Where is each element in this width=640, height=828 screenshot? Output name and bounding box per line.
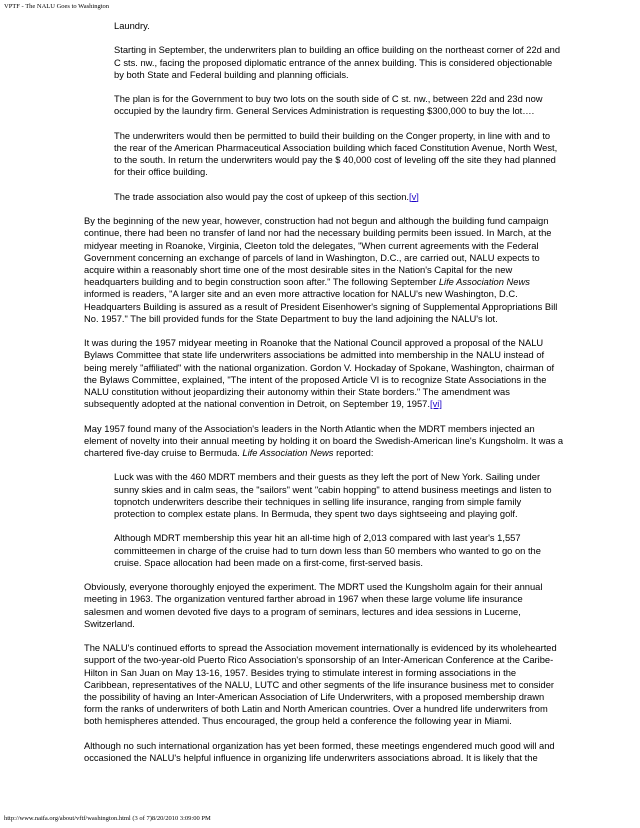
body-paragraph [84,423,564,460]
article-body [84,20,564,776]
paragraph-text: reported: [333,448,374,458]
paragraph-text: It was during the 1957 midyear meeting in Roanoke that the National Council approved a proposal of the NALU Bylaws Committee that state life underwriters associations be admitted into membership in the NALU instead of being merely "affiliated" with the national organization. Gordon V. Hockaday of Spokane, Washington, chairman of the Bylaws Committee, explained, "The intent of the proposed Article VI is to recognize State Associations in the NALU constitution without jeopardizing their autonomy within their State borders." The amendment was subsequently adopted at the national convention in Detroit, on September 19, 1957. [84,338,555,410]
footnote-link-v[interactable]: [v] [409,191,419,202]
paragraph-text: informed is readers, "A larger site and an even more attractive location for NALU's new Washington, D.C. Headquarters Building is assured as a result of President Eisenhower's signing of Supplemental Appropriations Bill No. 1957." The bill provided funds for the State Department to buy the land adjoining the NALU's lot. [84,289,558,324]
paragraph-text: May 1957 found many of the Association's leaders in the North Atlantic when the MDRT members injected an element of novelty into their annual meeting by holding it on board the Swedish-American line's Kungsholm. It was a chartered five-day cruise to Bermuda. [84,423,564,458]
body-paragraph: Obviously, everyone thoroughly enjoyed the experiment. The MDRT used the Kungsholm again for their annual meeting in 1963. The organization ventured farther abroad in 1967 when these large volume life insurance salesmen and women devoted five days to a program of seminars, lectures and idea sessions in Lucerne, Switzerland. [84,582,543,629]
body-paragraph: Although no such international organization has yet been formed, these meetings engendered much good will and occasioned the NALU's helpful influence in organizing life underwriters associations abroad. It is likely that the [84,740,555,763]
page-header: VPTF - The NALU Goes to Washington [4,3,110,10]
paragraph-text: The trade association also would pay the cost of upkeep of this section. [114,191,410,202]
publication-title: Life Association News [242,448,334,458]
paragraph-text: By the beginning of the new year, however, construction had not begun and although the building fund campaign continue, there had been no transfer of land nor had the necessary building permits been issued. In March, at the midyear meeting in Roanoke, Virginia, Cleeton told the delegates, "When current agreements with the Federal Government concerning an exchange of parcels of land in Washington, D.C., are carried out, NALU expects to acquire within a reasonably short time one of the most desirable sites in the Nation's Capital for the new headquarters building and to begin construction soon after." The following September [84,216,552,288]
quote-paragraph: The underwriters would then be permitted to build their building on the Conger property, in line with and to the rear of the American Pharmaceutical Association building which faced Constitution Avenue, North West, to the south. In return the underwriters would pay the $ 40,000 cost of leveling off the site they had planned for their office building. [114,130,558,178]
footnote-link-vi[interactable]: [vi] [429,399,442,410]
body-paragraph [84,215,564,325]
quote-paragraph: Laundry. [114,21,150,31]
quote-paragraph: Although MDRT membership this year hit an all-time high of 2,013 compared with last year's 1,557 committeemen in charge of the cruise had to turn down less than 50 members who wanted to go on the cruise. Space allocation had been made on a first-come, first-served basis. [114,533,541,568]
body-paragraph [84,337,564,410]
quote-paragraph: Starting in September, the underwriters plan to building an office building on the northeast corner of 22d and C sts. nw., facing the proposed diplomatic entrance of the annex building. This is considered objectionable by both State and Federal building and planning officials. [114,45,561,80]
quote-paragraph [114,191,564,203]
quote-paragraph: The plan is for the Government to buy two lots on the south side of C st. nw., between 22d and 23d now occupied by the laundry firm. General Services Administration is requesting $300,000 to buy the lot…. [114,94,543,117]
publication-title: Life Association News [438,277,530,288]
body-paragraph: The NALU's continued efforts to spread the Association movement internationally is evidenced by its wholehearted support of the two-year-old Puerto Rico Association's sponsorship of an Inter-American Conference at the Caribe-Hilton in San Juan on May 13-16, 1957. Besides trying to stimulate interest in forming associations in the Caribbean, representatives of the NALU, LUTC and other segments of the life insurance business met to consider the possibility of having an Inter-American Association of Life Underwriters, with a proposed membership drawn form the ranks of underwriters of both Latin and North American countries. Over a hundred life underwriters from both hemispheres attended. Thus encouraged, the group held a conference the following year in Miami. [84,643,557,727]
page-footer-url: http://www.naifa.org/about/vftf/washington.html (3 of 7)8/20/2010 3:09:00 PM [4,815,211,822]
quote-paragraph: Luck was with the 460 MDRT members and their guests as they left the port of New York. Sailing under sunny skies and in calm seas, the "sailors" went "cabin hopping" to attend business meetings and listen to topnotch underwriters describe their techniques in selling life insurance, ranging from simple family protection to complex estate plans. In Bermuda, they spent two days sightseeing and playing golf. [114,472,552,519]
